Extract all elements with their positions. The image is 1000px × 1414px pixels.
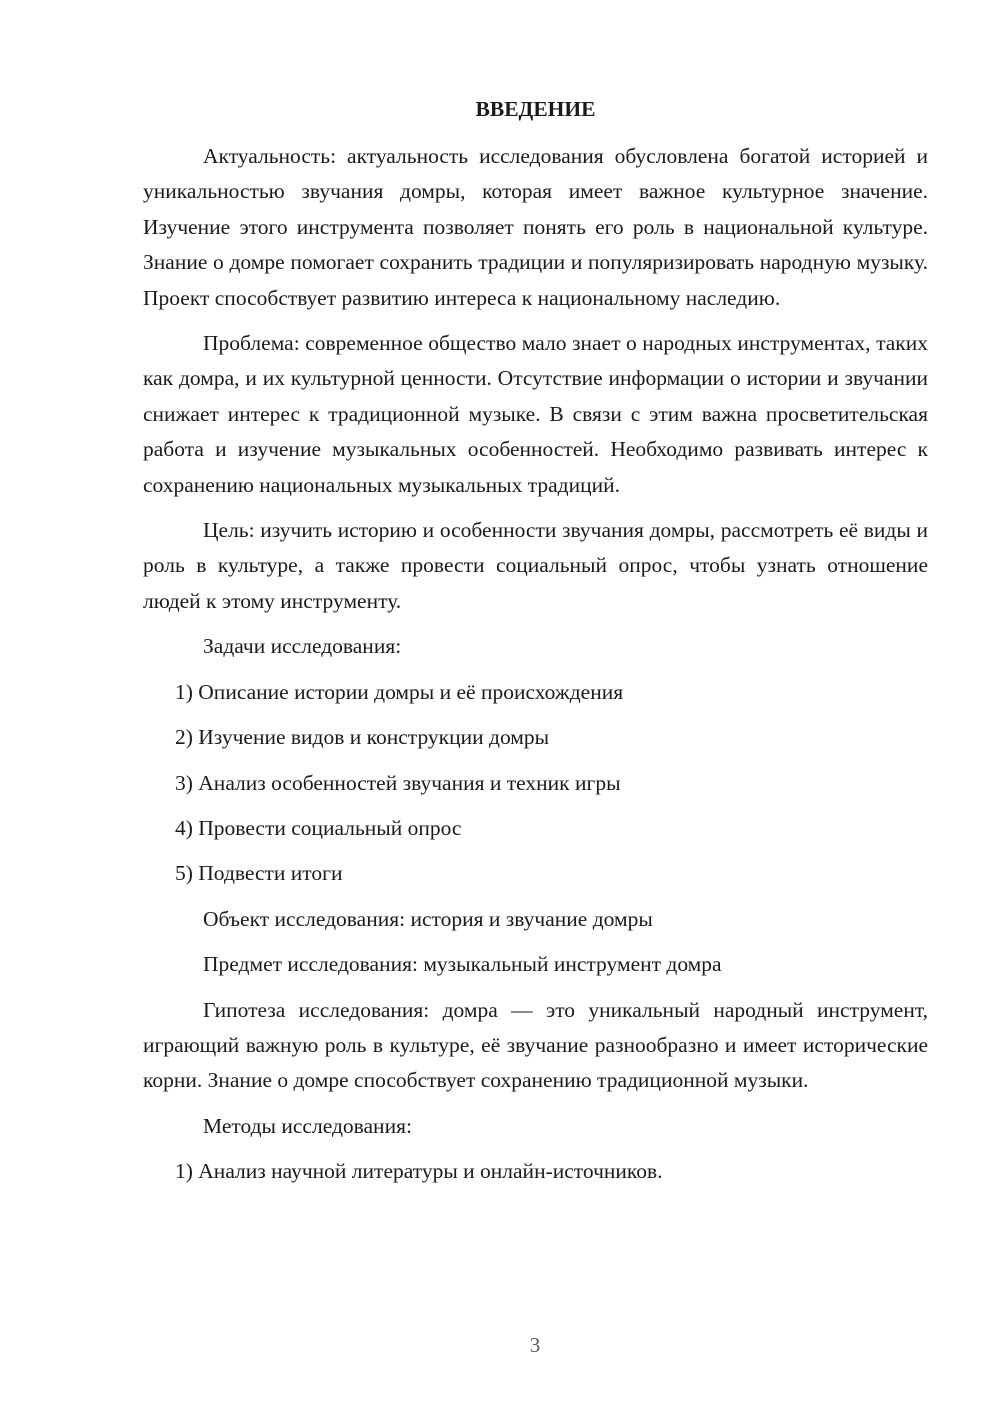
relevance-paragraph: Актуальность: актуальность исследования обусловлена богатой историей и уникальностью звучания домры, которая имеет важное культурное значение. Изучение этого инструмента позволяет понять его роль в национальной культуре. Знание о домре помогает сохранить традиции и популяризировать народную музыку. Проект способствует развитию интереса к национальному наследию.: [143, 144, 928, 310]
page-number: 3: [529, 1333, 541, 1357]
methods-heading: Методы исследования:: [203, 1113, 412, 1138]
tasks-heading: Задачи исследования:: [203, 634, 402, 659]
list-item: 5) Подвести итоги: [175, 861, 343, 886]
list-item: 3) Анализ особенностей звучания и техник игры: [175, 770, 621, 795]
list-item: 4) Провести социальный опрос: [175, 815, 462, 840]
document-page: [143, 92, 928, 1200]
research-subject: Предмет исследования: музыкальный инструмент домра: [203, 952, 722, 977]
list-item: 1) Анализ научной литературы и онлайн-источников.: [175, 1159, 663, 1184]
problem-paragraph: Проблема: современное общество мало знает о народных инструментах, таких как домра, и их культурной ценности. Отсутствие информации о истории и звучании снижает интерес к традиционной музыке. В связи с этим важна просветительская работа и изучение музыкальных особенностей. Необходимо развивать интерес к сохранению национальных музыкальных традиций.: [143, 331, 928, 497]
goal-paragraph: Цель: изучить историю и особенности звучания домры, рассмотреть её виды и роль в культуре, а также провести социальный опрос, чтобы узнать отношение людей к этому инструменту.: [143, 518, 928, 613]
hypothesis-paragraph: Гипотеза исследования: домра — это уникальный народный инструмент, играющий важную роль в культуре, её звучание разнообразно и имеет исторические корни. Знание о домре способствует сохранению традиционной музыки.: [143, 997, 928, 1093]
section-title: ВВЕДЕНИЕ: [475, 97, 596, 121]
tasks-list: [143, 675, 928, 892]
research-object: Объект исследования: история и звучание домры: [203, 906, 653, 931]
list-item: 2) Изучение видов и конструкции домры: [175, 725, 550, 750]
list-item: 1) Описание истории домры и её происхождения: [175, 679, 624, 704]
methods-list: [143, 1154, 928, 1189]
